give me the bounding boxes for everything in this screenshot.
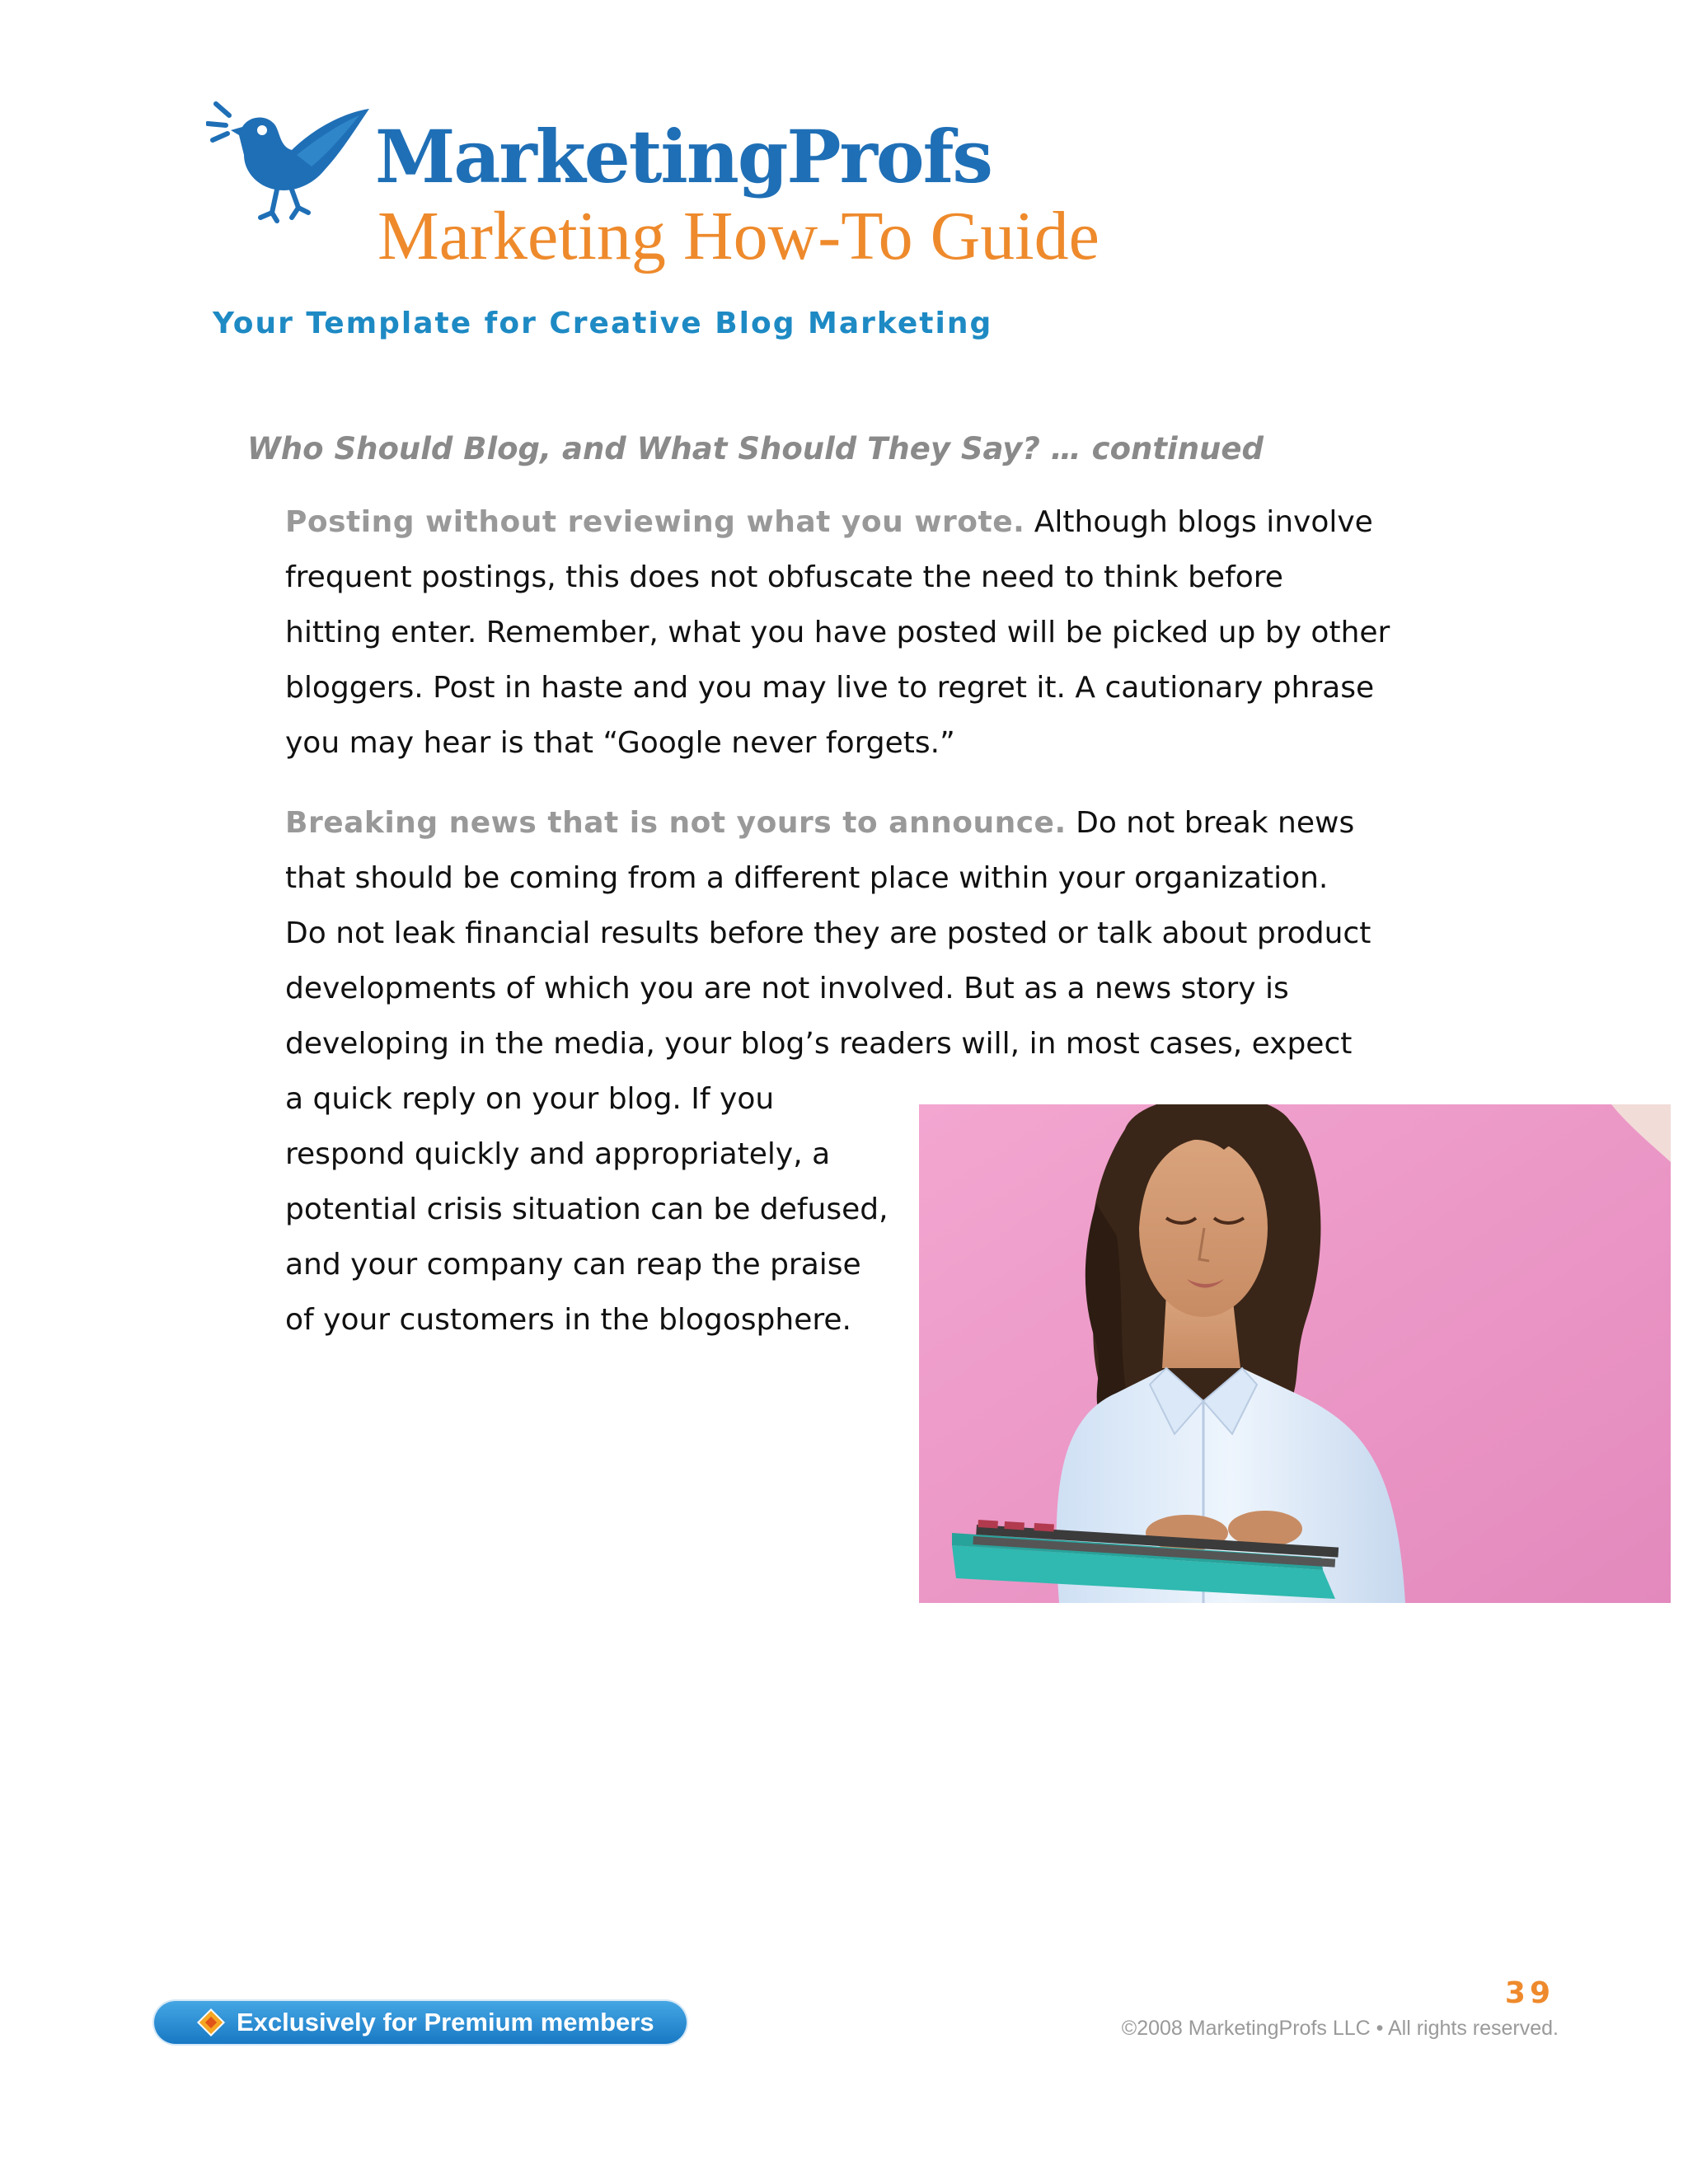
paragraph-line: and your company can reap the praise	[285, 1248, 861, 1282]
paragraph-line: respond quickly and appropriately, a	[285, 1137, 831, 1171]
premium-diamond-icon	[197, 2008, 225, 2036]
paragraph-line: potential crisis situation can be defused,	[285, 1193, 889, 1226]
page-number: 39	[1504, 1976, 1554, 2010]
paragraph-line: of your customers in the blogosphere.	[285, 1303, 851, 1337]
paragraph-line: bloggers. Post in haste and you may live to regret it. A cautionary phrase	[285, 671, 1375, 705]
paragraph-posting-without-reviewing	[285, 494, 1390, 771]
premium-members-banner[interactable]	[154, 2001, 687, 2044]
woman-typing-illustration	[919, 1104, 1671, 1603]
copyright-notice: ©2008 MarketingProfs LLC • All rights reserved.	[1121, 2017, 1559, 2040]
paragraph-lead: Breaking news that is not yours to announce.	[285, 806, 1067, 840]
paragraph-line: frequent postings, this does not obfuscate the need to think before	[285, 560, 1283, 594]
paragraph-line: that should be coming from a different place within your organization.	[285, 861, 1329, 895]
paragraph-line: hitting enter. Remember, what you have posted will be picked up by other	[285, 616, 1390, 649]
paragraph-line: a quick reply on your blog. If you	[285, 1082, 775, 1116]
paragraph-line: developing in the media, your blog’s readers will, in most cases, expect	[285, 1027, 1353, 1061]
document-subtitle: Your Template for Creative Blog Marketing	[213, 307, 993, 340]
paragraph-line: you may hear is that “Google never forgets.”	[285, 726, 955, 760]
marketingprofs-bird-logo-icon	[206, 97, 371, 229]
woman-typing-photo	[919, 1104, 1671, 1603]
section-heading: Who Should Blog, and What Should They Say? … continued	[247, 431, 1264, 466]
premium-banner-label: Exclusively for Premium members	[237, 2008, 654, 2036]
paragraph-line: Posting without reviewing what you wrote. Although blogs involve	[285, 505, 1373, 539]
brand-name: MarketingProfs	[375, 114, 992, 199]
paragraph-line: Do not leak financial results before they are posted or talk about product	[285, 916, 1372, 950]
paragraph-line: Breaking news that is not yours to announce. Do not break news	[285, 806, 1355, 840]
guide-title: Marketing How-To Guide	[377, 198, 1100, 274]
paragraph-line: developments of which you are not involved. But as a news story is	[285, 972, 1289, 1005]
paragraph-lead: Posting without reviewing what you wrote.	[285, 505, 1025, 539]
